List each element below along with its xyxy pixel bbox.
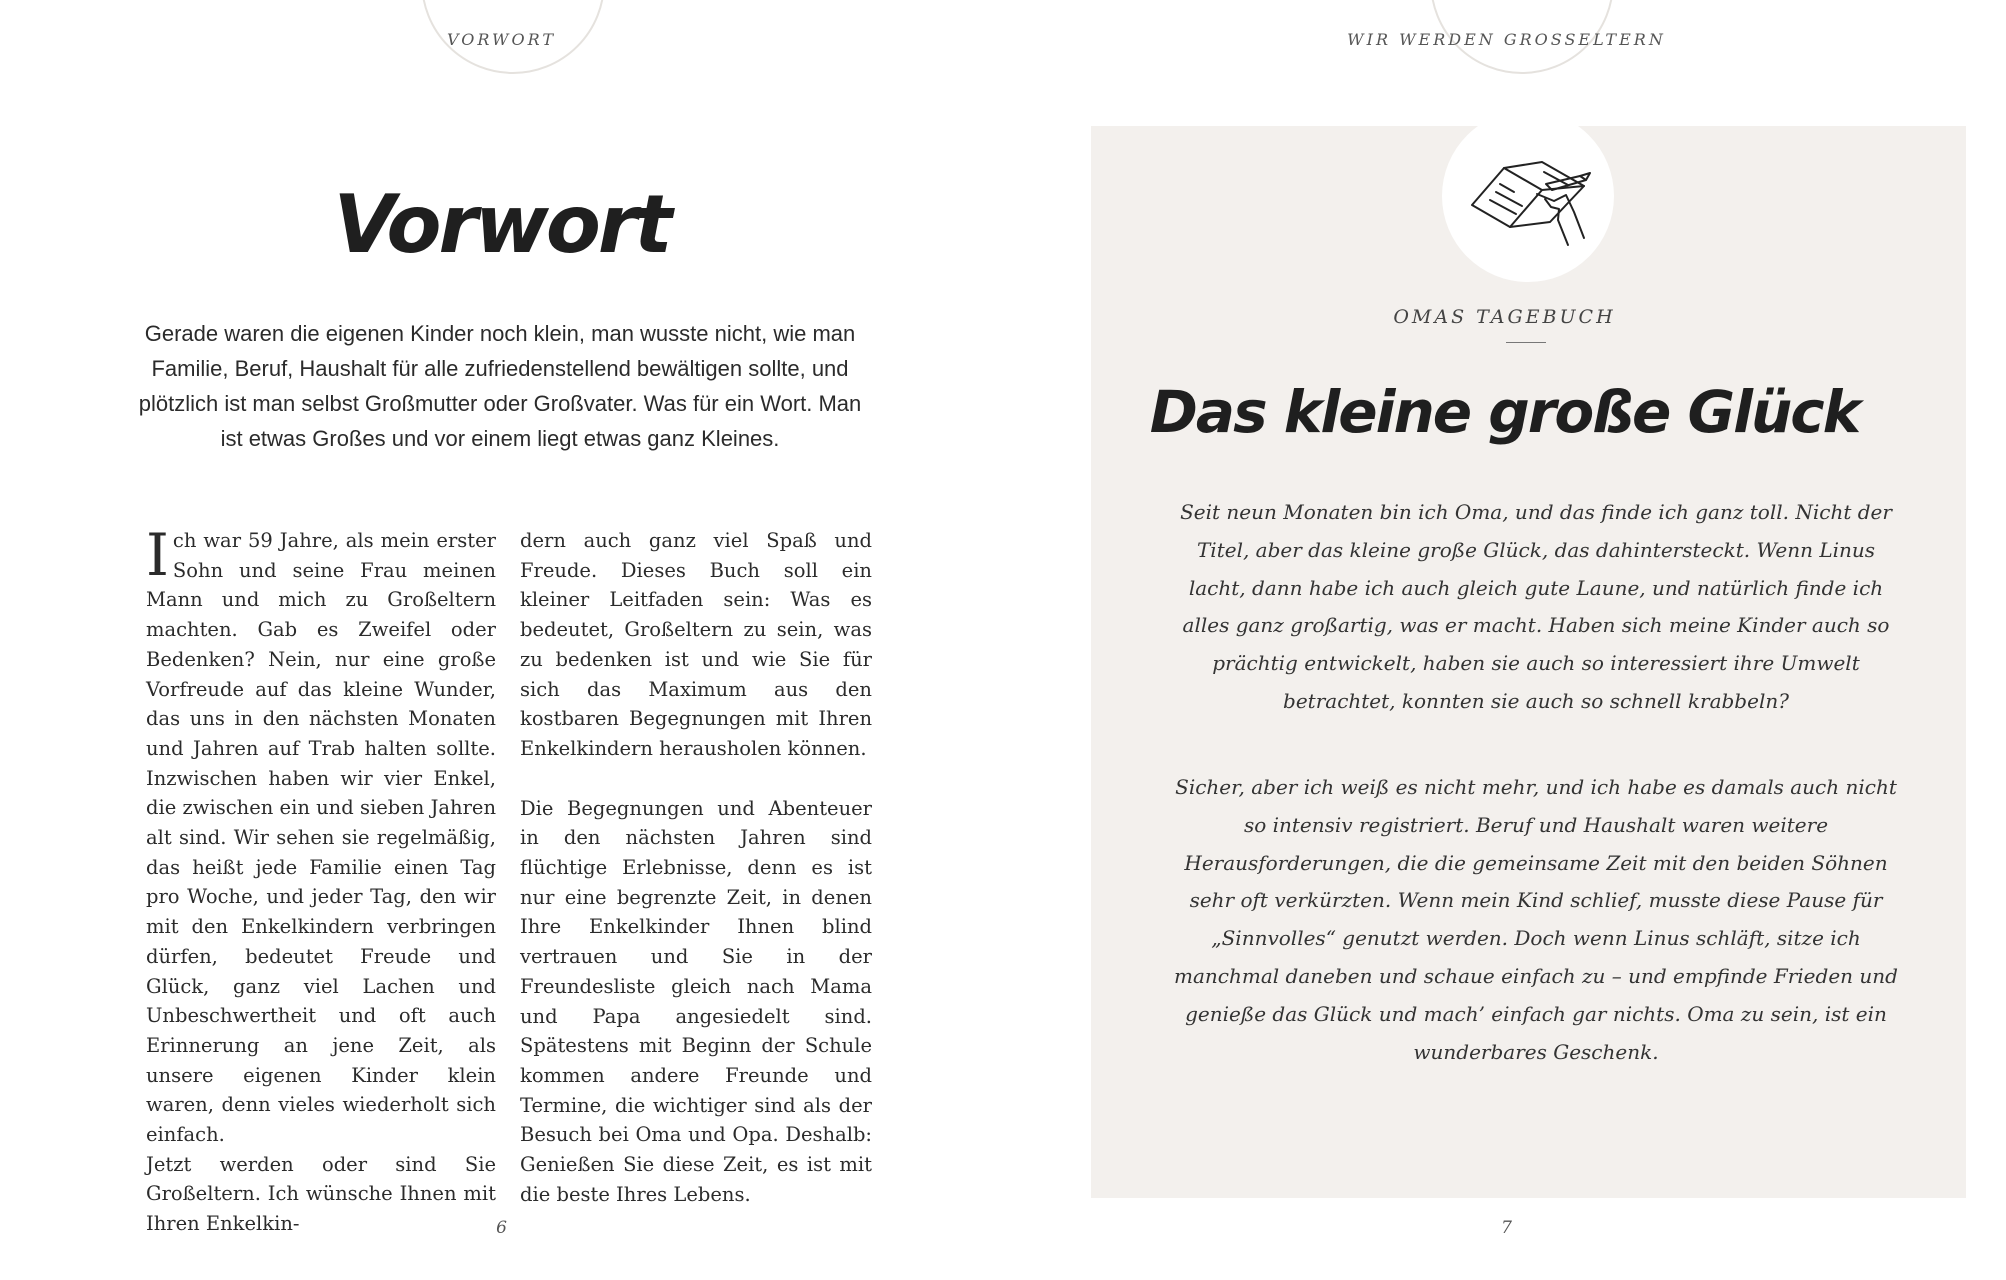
- diary-paragraph: Sicher, aber ich weiß es nicht mehr, und ich habe es damals auch nicht so intensiv registriert. Beruf und Haushalt waren weitere Herausforderungen, die die gemeinsame Zeit mit den beiden Söhnen sehr oft verkürzten. Wenn mein Kind schlief, musste diese Pause für „Sinnvolles“ genutzt werden. Doch wenn Linus schläft, sitze ich manchmal daneben und schaue einfach zu – und empfinde Frieden und genieße das Glück und mach’ einfach gar nichts. Oma zu sein, ist ein wunderbares Geschenk.: [1174, 775, 1898, 1064]
- page-title: Vorwort: [333, 178, 670, 271]
- body-text: ch war 59 Jahre, als mein erster Sohn und seine Frau meinen Mann und mich zu Großeltern machten. Gab es Zweifel oder Bedenken? Nein, nur eine große Vorfreude auf das kleine Wunder, das uns in den nächsten Monaten und Jahren auf Trab halten sollte. Inzwischen haben wir vier Enkel, die zwischen ein und sieben Jahren alt sind. Wir sehen sie regelmäßig, das heißt jede Familie einen Tag pro Woche, und jeder Tag, den wir mit den Enkelkindern verbringen dürfen, bedeutet Freude und Glück, ganz viel Lachen und Unbeschwertheit und oft auch Erinnerung an jene Zeit, als unsere eigenen Kinder klein waren, denn vieles wiederholt sich einfach.: [146, 529, 496, 1147]
- right-page: [1003, 0, 2006, 1280]
- running-head: VORWORT: [446, 30, 557, 49]
- text-column-1: [146, 521, 496, 1239]
- running-head: WIR WERDEN GROSSELTERN: [1347, 30, 1666, 49]
- body-paragraph: [146, 521, 496, 1150]
- page-number: 7: [1501, 1218, 1512, 1238]
- body-paragraph: dern auch ganz viel Spaß und Freude. Dieses Buch soll ein kleiner Leitfaden sein: Was es bedeutet, Großeltern zu sein, was zu bedenken ist und wie Sie für sich das Maximum aus den kostbaren Begegnungen mit Ihren Enkelkindern herausholen können.: [520, 529, 872, 760]
- section-title: Das kleine große Glück: [1149, 378, 1860, 446]
- diary-writing-icon: [1442, 110, 1614, 282]
- section-label: OMAS TAGEBUCH: [1393, 306, 1616, 328]
- body-paragraph: Die Begegnungen und Abenteuer in den nächsten Jahren sind flüchtige Erlebnisse, denn es ist nur eine begrenzte Zeit, in denen Ihre Enkelkinder Ihnen blind vertrauen und Sie in der Freundesliste gleich nach Mama und Papa angesiedelt sind. Spätestens mit Beginn der Schule kommen andere Freunde und Termine, die wichtiger sind als der Besuch bei Oma und Opa. Deshalb: Genießen Sie diese Zeit, es ist mit die beste Ihres Lebens.: [520, 796, 872, 1206]
- drop-cap: I: [146, 521, 169, 589]
- text-column-2: [520, 526, 872, 1209]
- body-paragraph: Jetzt werden oder sind Sie Großeltern. Ich wünsche Ihnen mit Ihren Enkelkin-: [146, 1152, 496, 1236]
- label-divider: [1506, 342, 1546, 343]
- intro-paragraph: Gerade waren die eigenen Kinder noch klein, man wusste nicht, wie man Familie, Beruf, Haushalt für alle zufriedenstellend bewältigen sollte, und plötzlich ist man selbst Großmutter oder Großvater. Was für ein Wort. Man ist etwas Großes und vor einem liegt etwas ganz Kleines.: [138, 321, 862, 451]
- page-number: 6: [496, 1218, 507, 1238]
- diary-paragraph: Seit neun Monaten bin ich Oma, und das finde ich ganz toll. Nicht der Titel, aber das kleine große Glück, das dahintersteckt. Wenn Linus lacht, dann habe ich auch gleich gute Laune, und natürlich finde ich alles ganz großartig, was er macht. Haben sich meine Kinder auch so prächtig entwickelt, haben sie auch so interessiert ihre Umwelt betrachtet, konnten sie auch so schnell krabbeln?: [1180, 500, 1892, 713]
